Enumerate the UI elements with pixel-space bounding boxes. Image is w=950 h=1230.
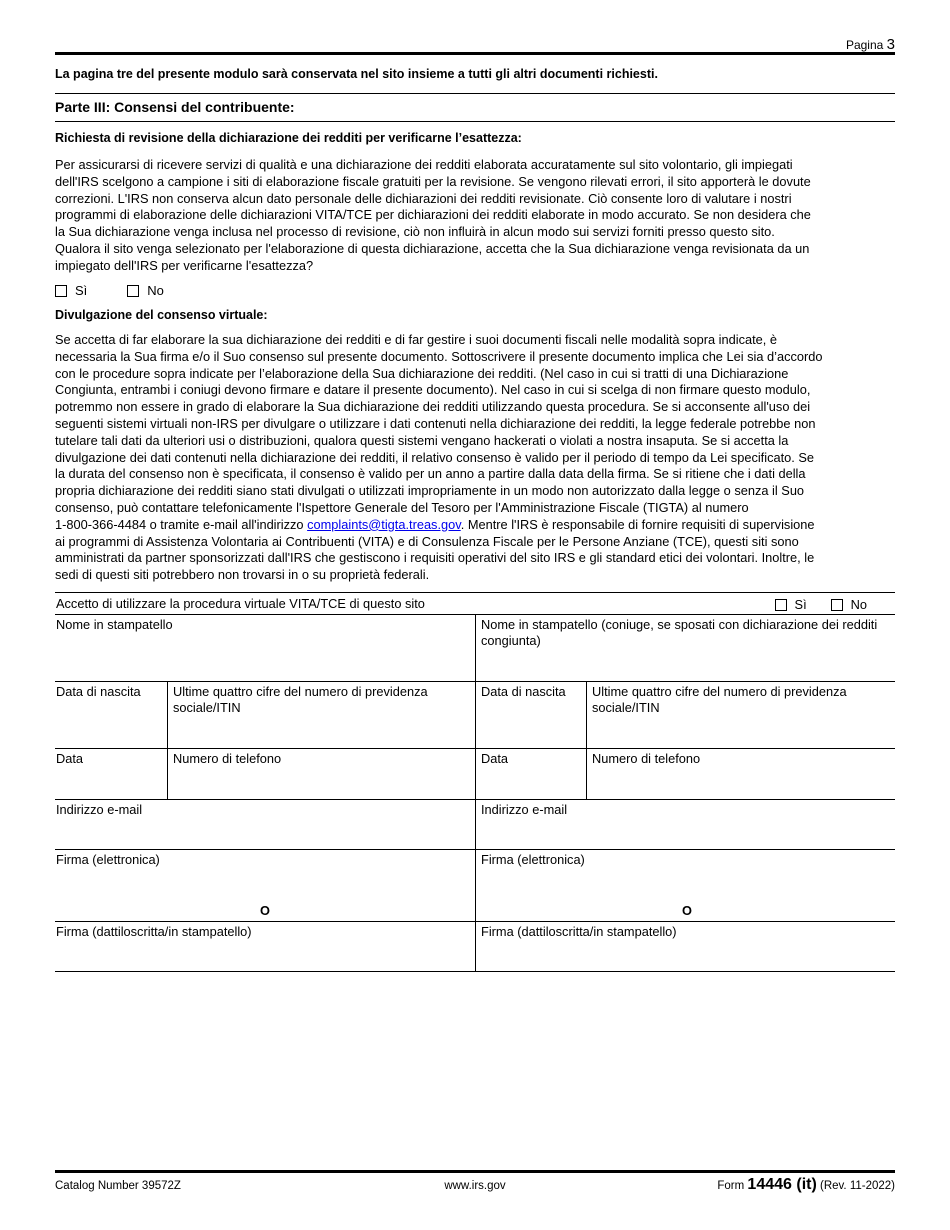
accept-yes-checkbox[interactable]	[775, 599, 787, 611]
disclosure-paragraph: Se accetta di far elaborare la sua dichiarazione dei redditi e di far gestire i suoi documenti fiscali nelle modalità sopra indicate, è necessaria la Sua firma e/o il Suo consenso sul presente documento. Sottoscrivere il presente documento implica che Lei sia d’accordo con le procedure sopra indicate per l’elaborazione della Sua dichiarazione dei redditi. (Nel caso in cui si tratti di una Dichiarazione Congiunta, entrambi i coniugi devono firmare e datare il presente documento). Nel caso in cui si scelga di non firmare questo modulo, potremmo non essere in grado di elaborare la Sua dichiarazione dei redditi utilizzando questa procedura. Se si acconsente all'uso dei seguenti sistemi virtuali non-IRS per divulgare o utilizzare i dati contenuti nella dichiarazione dei redditi, la legge federale potrebbe non tutelare tali dati da ulteriori usi o distribuzioni, qualora questi sistemi vengano hackerati o violati a nostra insaputa. Se si accetta la divulgazione dei dati contenuti nella dichiarazione dei redditi, il relativo consenso è valido per il periodo di tempo da Lei specificato. Se la durata del consenso non è specificata, il consenso è valido per un anno a partire dalla data della firma. Se si ritiene che i dati della propria dichiarazione dei redditi siano stati divulgati o utilizzati impropriamente in un modo non autorizzato dalla legge o senza il Suo consenso, può contattare telefonicamente l'Ispettore Generale del Tesoro per l'Amministrazione Fiscale (TIGTA) al numero 1-800-366-4484 o tramite e-mail all'indirizzo complaints@tigta.treas.gov. Mentre l'IRS è responsabile di fornire requisiti di supervisione ai programmi di Assistenza Volontaria ai Contribuenti (VITA) e di Consulenza Fiscale per le Persone Anziane (TCE), questi siti sono amministrati da partner sponsorizzati dall'IRS che gestiscono i requisiti operativi del sito IRS e gli standard etici dei volontari. Inoltre, le sedi di questi siti potrebbero non trovarsi in o su proprietà federali.	[55, 332, 895, 584]
spouse-phone-field[interactable]: Numero di telefono	[586, 749, 895, 799]
tigta-email-link[interactable]: complaints@tigta.treas.gov	[307, 516, 461, 532]
spouse-name-field[interactable]: Nome in stampatello (coniuge, se sposati con dichiarazione dei redditi congiunta)	[475, 615, 895, 681]
footer-rule	[55, 1170, 895, 1173]
spouse-electronic-signature-field[interactable]: Firma (elettronica) O	[475, 850, 895, 921]
review-yes-checkbox[interactable]	[55, 285, 67, 297]
accept-virtual-options	[775, 597, 867, 612]
accept-yes-label: Sì	[794, 597, 807, 612]
accept-virtual-row	[55, 592, 895, 615]
email-line: 1-800-366-4484 o tramite e-mail all'indirizzo complaints@tigta.treas.gov. Mentre l'IRS è responsabile di fornire requisiti di supervisione	[55, 516, 815, 532]
part-rule-bottom	[55, 121, 895, 122]
review-no-label: No	[147, 283, 164, 298]
part-rule-top	[55, 93, 895, 94]
review-title: Richiesta di revisione della dichiarazione dei redditi per verificarne l’esattezza:	[55, 131, 522, 145]
date-phone-row	[55, 748, 895, 799]
spouse-typed-signature-field[interactable]: Firma (dattiloscritta/in stampatello)	[475, 922, 895, 971]
website: www.irs.gov	[444, 1180, 506, 1192]
page-number: Pagina 3	[845, 36, 895, 53]
taxpayer-name-field[interactable]: Nome in stampatello	[56, 617, 173, 632]
spouse-ssn-field[interactable]: Ultime quattro cifre del numero di previdenza sociale/ITIN	[586, 682, 895, 748]
review-yes-label: Sì	[75, 283, 88, 298]
or-separator: O	[260, 903, 270, 918]
accept-no-label: No	[850, 597, 867, 612]
electronic-signature-row	[55, 849, 895, 921]
review-consent-options	[55, 283, 164, 298]
top-rule	[55, 52, 895, 55]
taxpayer-electronic-signature-field[interactable]: Firma (elettronica) O	[56, 852, 270, 918]
taxpayer-dob-field[interactable]: Data di nascita	[56, 684, 141, 699]
taxpayer-email-field[interactable]: Indirizzo e-mail	[56, 802, 143, 817]
dob-ssn-row	[55, 681, 895, 748]
name-row	[55, 614, 895, 681]
accept-virtual-label: Accetto di utilizzare la procedura virtuale VITA/TCE di questo sito	[56, 596, 425, 611]
taxpayer-info-grid	[55, 614, 895, 972]
typed-signature-row	[55, 921, 895, 972]
form-identifier: Form 14446 (it) (Rev. 11-2022)	[717, 1176, 895, 1193]
review-paragraph: Per assicurarsi di ricevere servizi di qualità e una dichiarazione dei redditi elaborata accuratamente sul sito volontario, gli impiegati dell'IRS scelgono a campione i siti di elaborazione fiscale gratuiti per la revisione. Se vengono rilevati errori, il sito apporterà le dovute correzioni. L'IRS non conserva alcun dato personale delle dichiarazioni dei redditi revisionate. Ciò consente loro di valutare i nostri programmi di elaborazione delle dichiarazioni VITA/TCE per dichiarazioni dei redditi elaborate in modo accurato. Se non desidera che la Sua dichiarazione venga inclusa nel processo di revisione, ciò non influirà in alcun modo sui servizi forniti presso questo sito. Qualora il sito venga selezionato per l'elaborazione di questa dichiarazione, accetta che la Sua dichiarazione venga revisionata da un impiegato dell'IRS per verificarne l'esattezza?	[55, 157, 811, 273]
taxpayer-typed-signature-field[interactable]: Firma (dattiloscritta/in stampatello)	[56, 924, 252, 939]
spouse-date-field[interactable]: Data	[475, 749, 586, 799]
catalog-number: Catalog Number 39572Z	[55, 1180, 181, 1192]
spouse-email-field[interactable]: Indirizzo e-mail	[475, 800, 895, 849]
part-title: Parte III: Consensi del contribuente:	[55, 99, 295, 115]
or-separator: O	[682, 903, 692, 918]
taxpayer-phone-field[interactable]: Numero di telefono	[167, 749, 475, 799]
taxpayer-ssn-field[interactable]: Ultime quattro cifre del numero di previdenza sociale/ITIN	[167, 682, 475, 748]
disclosure-title: Divulgazione del consenso virtuale:	[55, 308, 268, 322]
review-no-checkbox[interactable]	[127, 285, 139, 297]
retention-note: La pagina tre del presente modulo sarà conservata nel sito insieme a tutti gli altri documenti richiesti.	[55, 67, 658, 81]
email-row	[55, 799, 895, 849]
spouse-dob-field[interactable]: Data di nascita	[475, 682, 586, 748]
accept-no-checkbox[interactable]	[831, 599, 843, 611]
taxpayer-date-field[interactable]: Data	[56, 751, 84, 766]
